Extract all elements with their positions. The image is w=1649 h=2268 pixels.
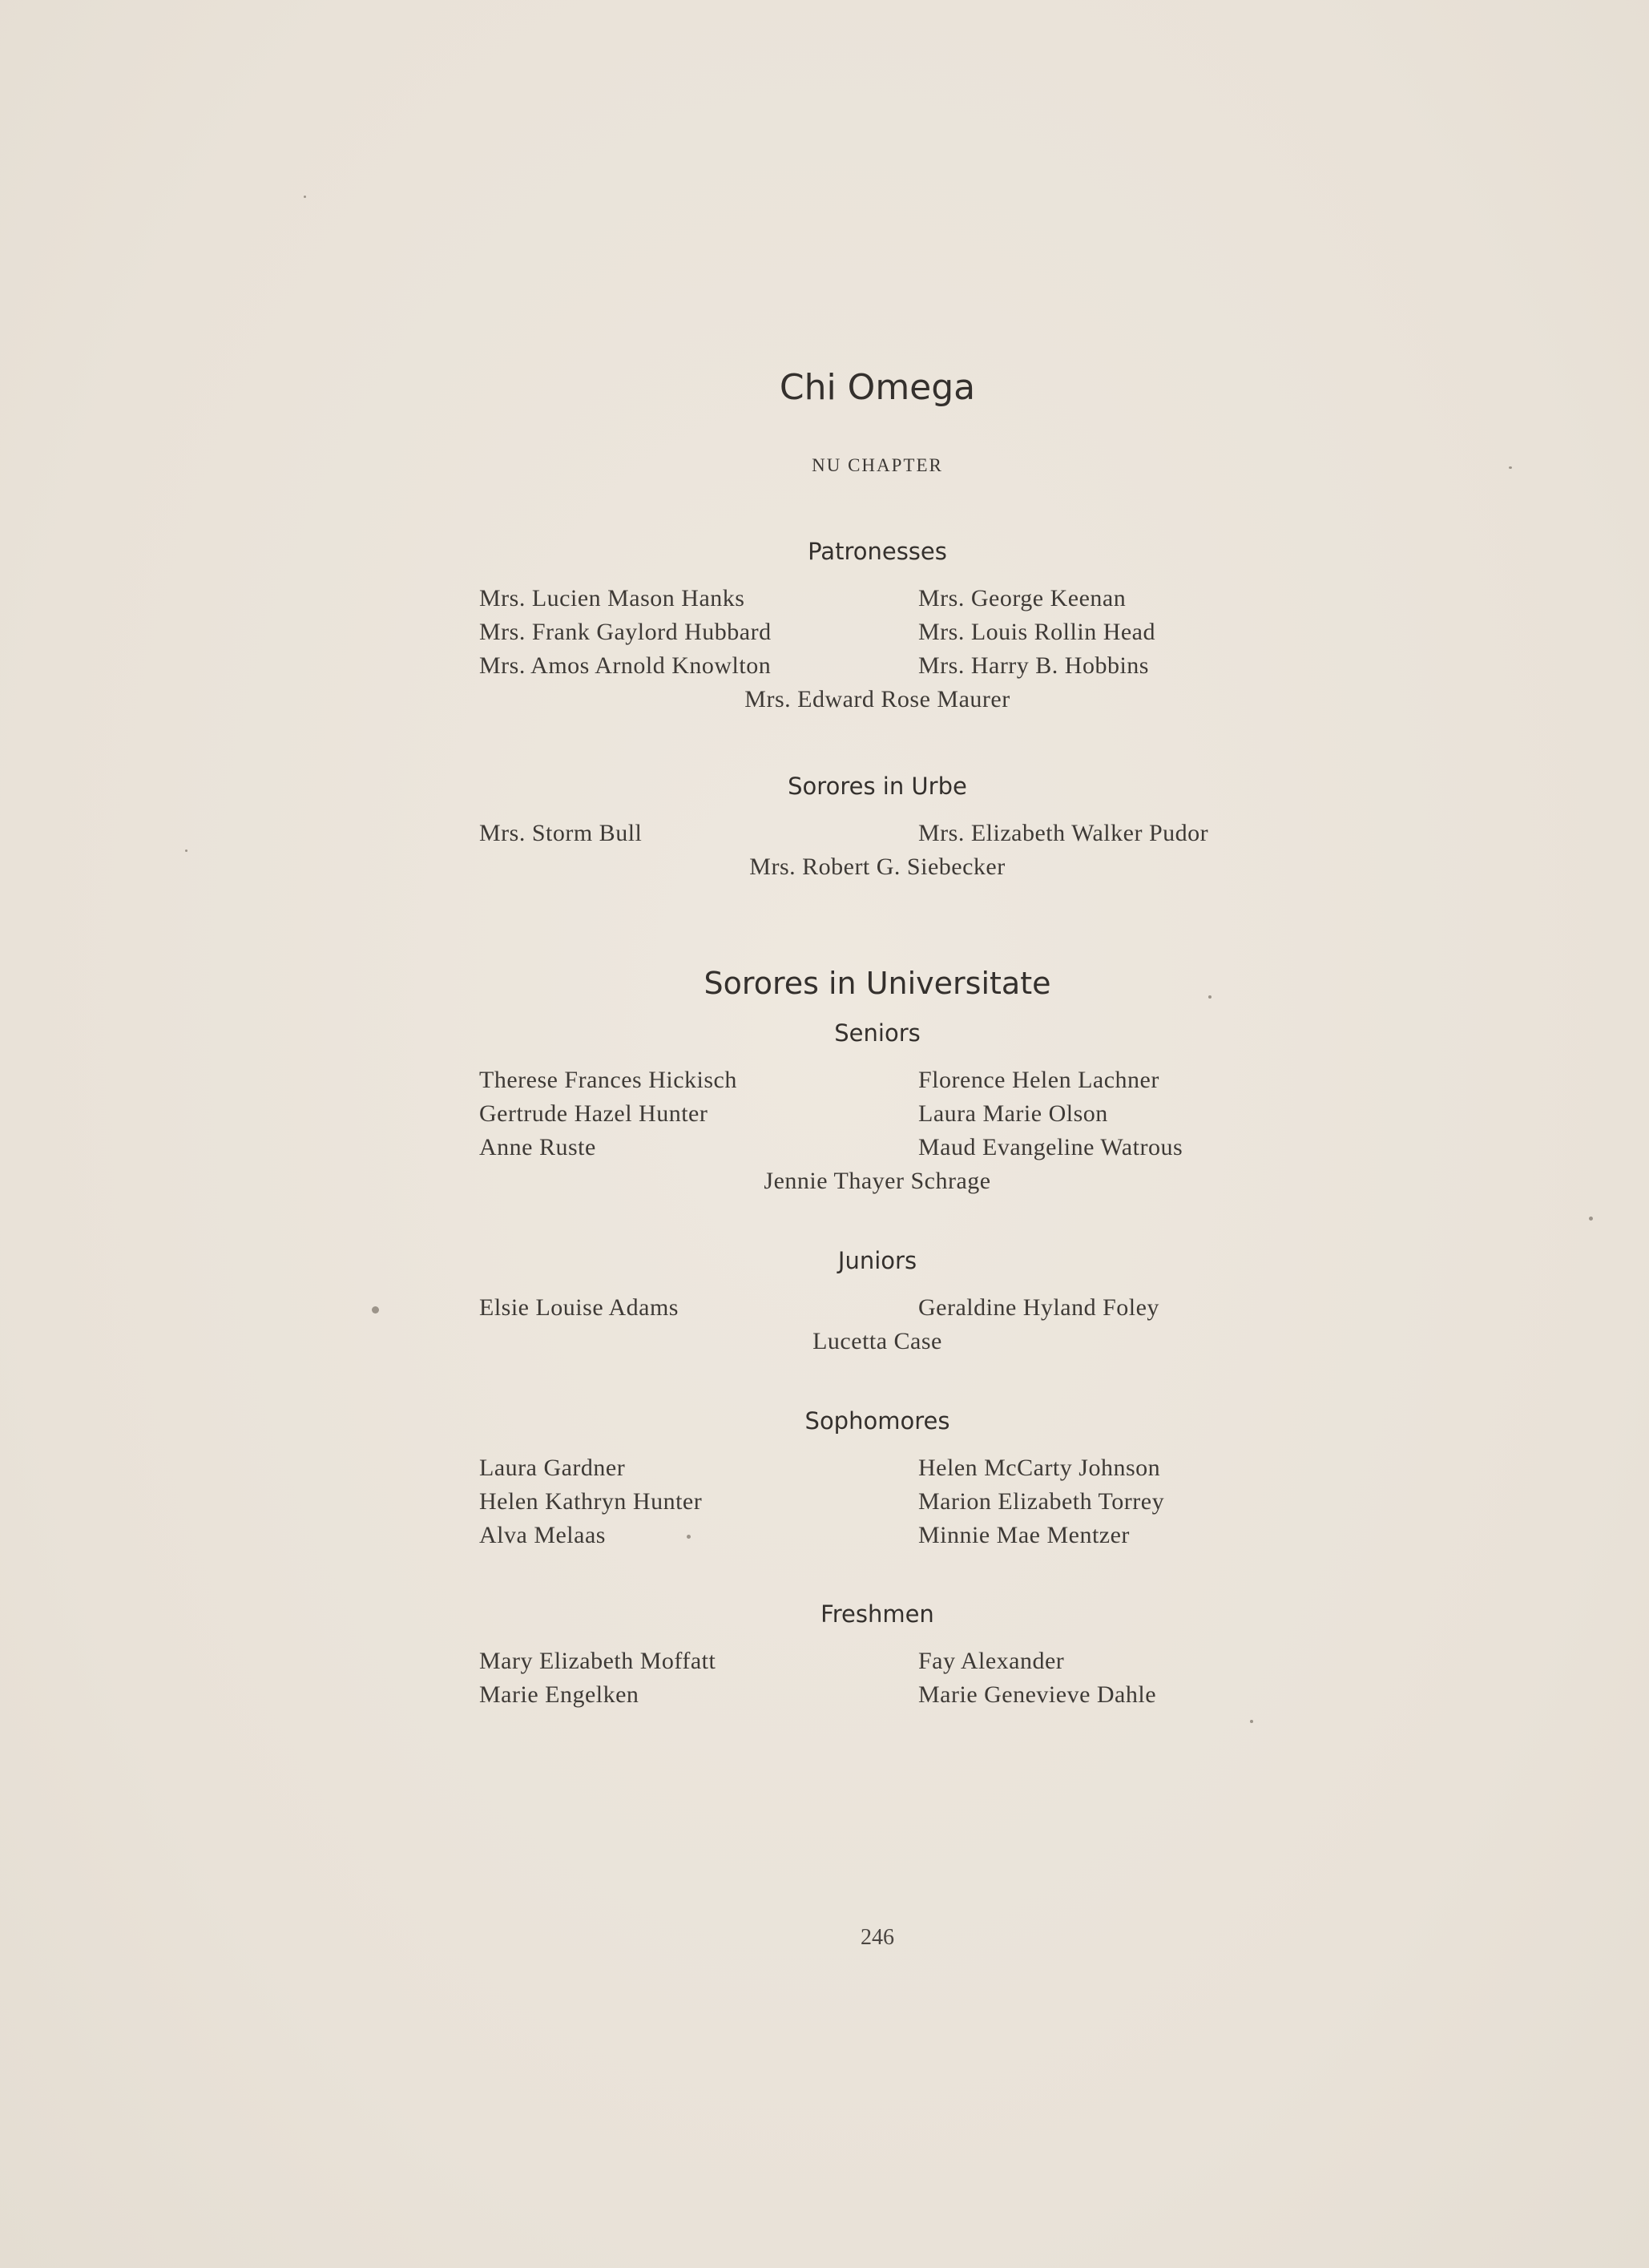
sophomores-heading: Sophomores [804, 1407, 950, 1435]
soror-urbe-name: Mrs. Storm Bull [479, 820, 643, 846]
page-title: Chi Omega [779, 367, 976, 408]
patroness-name: Mrs. Lucien Mason Hanks [479, 585, 745, 611]
seniors-heading: Seniors [834, 1019, 921, 1047]
sophomore-name: Alva Melaas [479, 1522, 606, 1548]
patroness-name: Mrs. Louis Rollin Head [918, 619, 1155, 645]
senior-name: Gertrude Hazel Hunter [479, 1100, 708, 1127]
paper-speck [687, 1535, 691, 1539]
paper-speck [185, 849, 187, 852]
senior-name: Anne Ruste [479, 1134, 596, 1160]
freshman-name: Fay Alexander [918, 1648, 1065, 1674]
freshman-name: Mary Elizabeth Moffatt [479, 1648, 716, 1674]
senior-name: Laura Marie Olson [918, 1100, 1108, 1127]
sophomore-name: Marion Elizabeth Torrey [918, 1488, 1165, 1515]
sophomore-name: Helen Kathryn Hunter [479, 1488, 703, 1515]
soror-urbe-name: Mrs. Robert G. Siebecker [749, 854, 1006, 880]
senior-name: Maud Evangeline Watrous [918, 1134, 1183, 1160]
freshman-name: Marie Genevieve Dahle [918, 1681, 1157, 1708]
paper-speck [1208, 995, 1212, 999]
patroness-name: Mrs. Frank Gaylord Hubbard [479, 619, 772, 645]
sorores-in-universitate-heading: Sorores in Universitate [704, 966, 1051, 1001]
page-number: 246 [861, 1925, 894, 1950]
junior-name: Lucetta Case [812, 1328, 942, 1354]
patroness-name: Mrs. Harry B. Hobbins [918, 652, 1149, 679]
freshmen-heading: Freshmen [820, 1600, 934, 1628]
paper-speck [1250, 1720, 1253, 1723]
paper-speck [1509, 466, 1512, 469]
patroness-name: Mrs. George Keenan [918, 585, 1127, 611]
sorores-in-urbe-heading: Sorores in Urbe [788, 773, 967, 800]
paper-speck [372, 1306, 379, 1314]
patronesses-heading: Patronesses [808, 538, 947, 565]
senior-name: Jennie Thayer Schrage [764, 1168, 991, 1194]
sophomore-name: Helen McCarty Johnson [918, 1455, 1161, 1481]
junior-name: Geraldine Hyland Foley [918, 1294, 1159, 1321]
paper-speck [304, 196, 306, 198]
chapter-label: NU CHAPTER [812, 455, 943, 475]
juniors-heading: Juniors [837, 1247, 917, 1274]
senior-name: Therese Frances Hickisch [479, 1067, 737, 1093]
sophomore-name: Laura Gardner [479, 1455, 626, 1481]
sophomore-name: Minnie Mae Mentzer [918, 1522, 1130, 1548]
soror-urbe-name: Mrs. Elizabeth Walker Pudor [918, 820, 1209, 846]
patroness-name: Mrs. Edward Rose Maurer [744, 686, 1010, 712]
patroness-name: Mrs. Amos Arnold Knowlton [479, 652, 772, 679]
paper-speck [1589, 1217, 1593, 1221]
freshman-name: Marie Engelken [479, 1681, 639, 1708]
junior-name: Elsie Louise Adams [479, 1294, 679, 1321]
senior-name: Florence Helen Lachner [918, 1067, 1159, 1093]
